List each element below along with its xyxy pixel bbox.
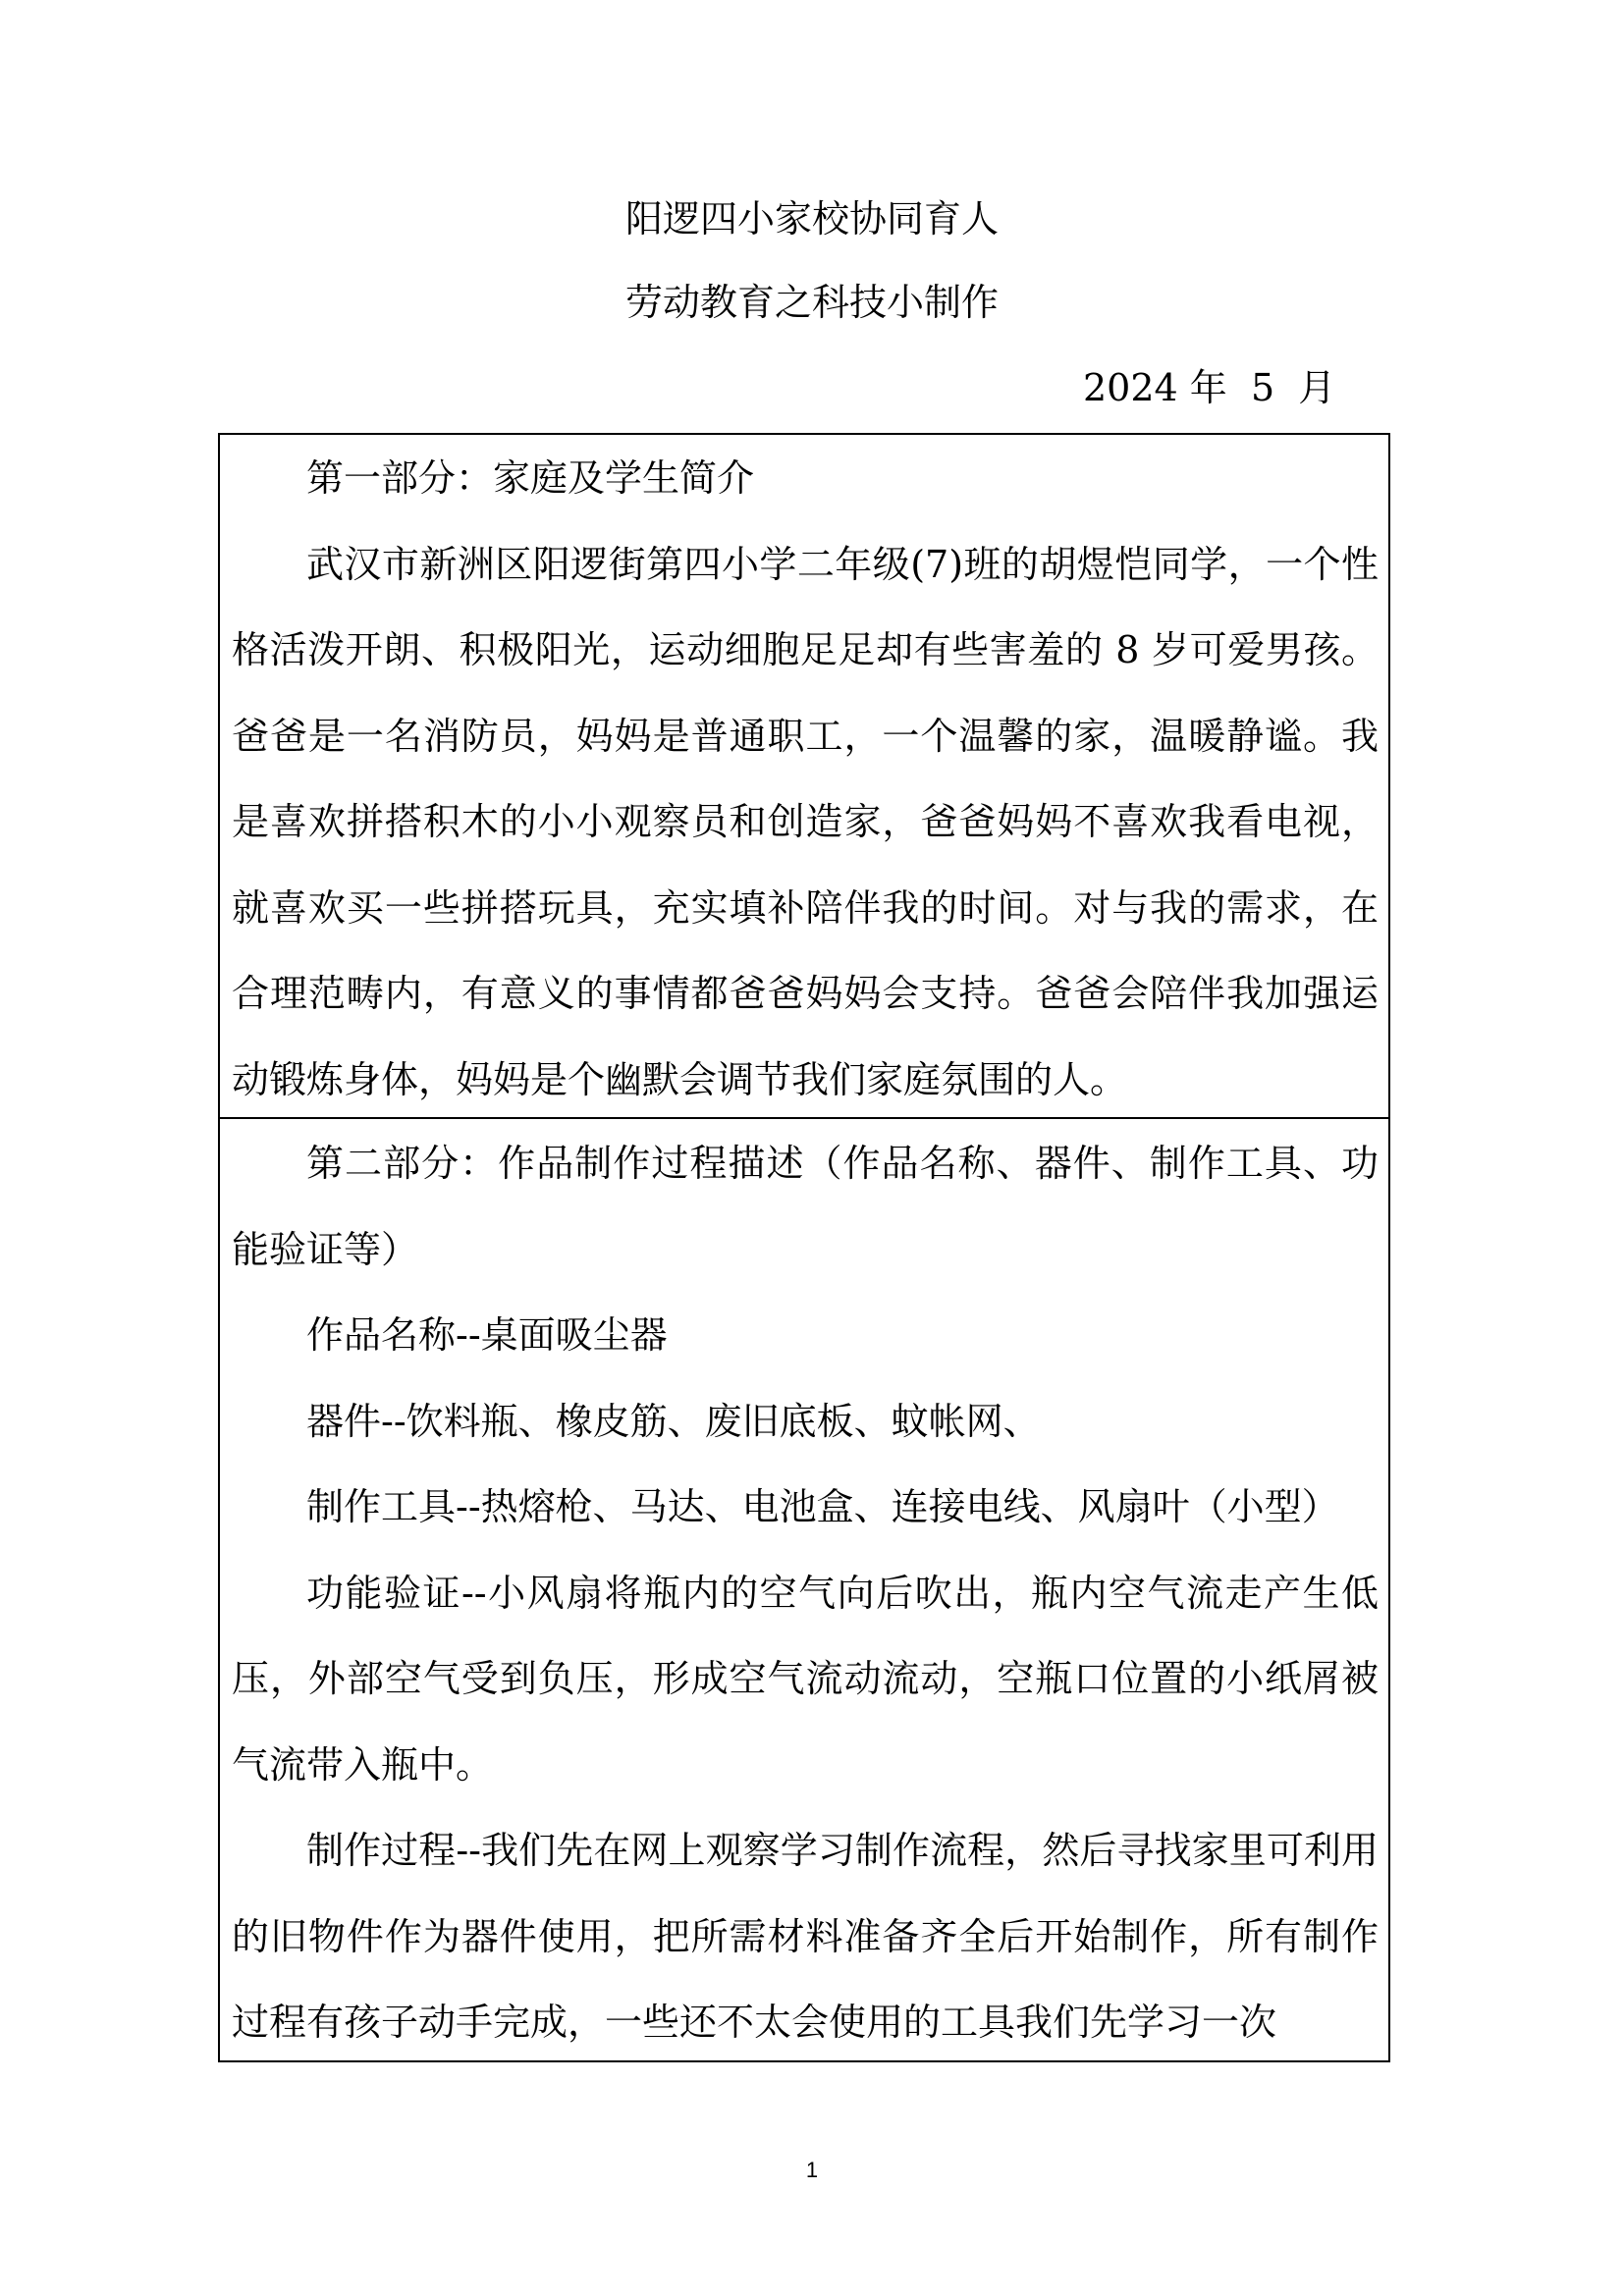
page-number: 1	[805, 2158, 819, 2182]
section1-paragraph: 武汉市新洲区阳逻街第四小学二年级(7)班的胡煜恺同学，一个性格活泼开朗、积极阳光，运动细胞足足却有些害羞的 8 岁可爱男孩。爸爸是一名消防员，妈妈是普通职工，一个温馨的家，温暖静谧。我是喜欢拼搭积木的小小观察员和创造家，爸爸妈妈不喜欢我看电视，就喜欢买一些拼搭玩具，充实填补陪伴我的时间。对与我的需求，在合理范畴内，有意义的事情都爸爸妈妈会支持。爸爸会陪伴我加强运动锻炼身体，妈妈是个幽默会调节我们家庭氛围的人。	[232, 542, 1379, 1101]
function-verification: 功能验证--小风扇将瓶内的空气向后吹出，瓶内空气流走产生低压，外部空气受到负压，形成空气流动流动，空瓶口位置的小纸屑被气流带入瓶中。	[232, 1571, 1379, 1787]
document-title: 阳逻四小家校协同育人	[624, 197, 999, 240]
section-family-intro	[232, 436, 1379, 1123]
document-subtitle: 劳动教育之科技小制作	[624, 281, 999, 324]
components: 器件--饮料瓶、橡皮筋、废旧底板、蚊帐网、	[306, 1399, 1041, 1443]
work-name: 作品名称--桌面吸尘器	[306, 1313, 668, 1357]
production-process: 制作过程--我们先在网上观察学习制作流程，然后寻找家里可利用的旧物件作为器件使用，把所需材料准备齐全后开始制作，所有制作过程有孩子动手完成，一些还不太会使用的工具我们先学习一次	[232, 1829, 1379, 2044]
tools: 制作工具--热熔枪、马达、电池盒、连接电线、风扇叶（小型）	[306, 1485, 1339, 1528]
section2-heading: 第二部分：作品制作过程描述（作品名称、器件、制作工具、功能验证等）	[232, 1142, 1379, 1271]
document-date: 2024 年 5 月	[1083, 366, 1336, 409]
section1-heading: 第一部分：家庭及学生简介	[306, 456, 755, 500]
section-work-process	[232, 1121, 1379, 2066]
